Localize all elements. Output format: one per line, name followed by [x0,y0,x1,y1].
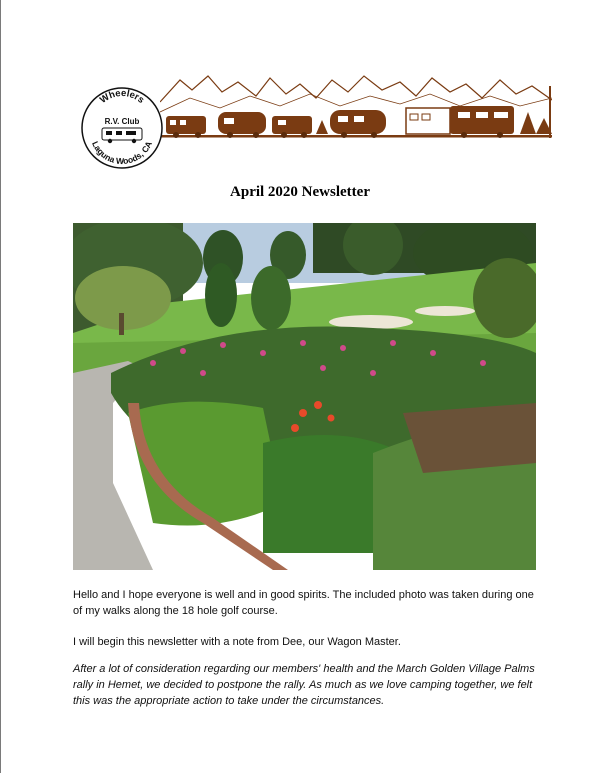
intro-paragraph: Hello and I hope everyone is well and in good spirits. The included photo was taken during one of my walks along the 18 hole golf course. [73,589,534,617]
logo-top-text: Wheelers [98,87,147,106]
wagon-master-note: After a lot of consideration regarding our members' health and the March Golden Village Palms rally in Hemet, we decided to postpone the rally. As much as we love camping together, we felt this was the appropriate action to take under the circumstances. [73,663,535,707]
page-left-border [0,0,1,773]
golf-course-garden-photo [73,223,536,570]
logo-bottom-text: Laguna Woods, CA [90,139,154,167]
rv-banner-artwork [160,72,552,142]
club-logo [80,86,164,170]
logo-middle-text: R.V. Club [104,117,140,126]
wagon-master-intro: I will begin this newsletter with a note from Dee, our Wagon Master. [73,636,401,648]
newsletter-title: April 2020 Newsletter [230,184,370,200]
